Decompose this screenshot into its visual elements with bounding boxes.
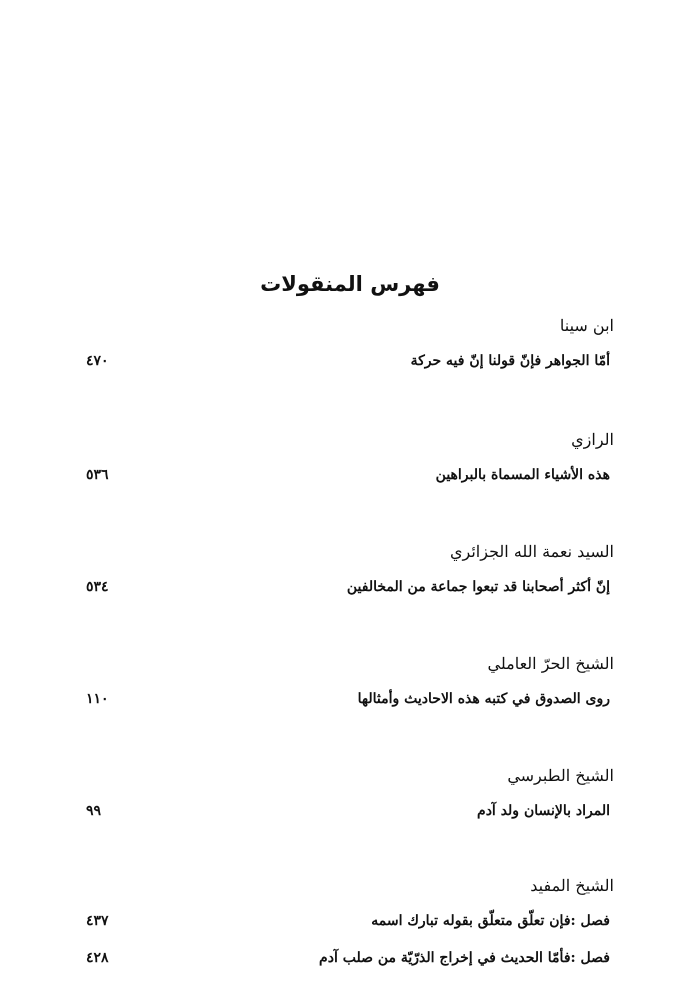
author-heading: الشيخ الطبرسي: [507, 766, 614, 785]
entry-quote: فصل :فأمّا الحديث في إخراج الذرّيّة من صلب آدم: [319, 950, 610, 966]
index-entry: [86, 691, 610, 715]
index-entry: [86, 467, 610, 491]
entry-quote: أمّا الجواهر فإنّ قولنا إنّ فيه حركة: [410, 353, 610, 369]
author-heading: الشيخ المفيد: [530, 876, 614, 895]
author-heading: ابن سينا: [559, 316, 614, 335]
entry-quote: المراد بالإنسان ولد آدم: [477, 803, 610, 819]
entry-quote: إنّ أكثر أصحابنا قد تبعوا جماعة من المخالفين: [346, 579, 610, 595]
author-heading: الرازي: [571, 430, 614, 449]
page-title: فهرس المنقولات: [260, 272, 440, 296]
entry-page-number: ١١٠: [86, 691, 109, 707]
index-entry: [86, 950, 610, 974]
entry-quote: فصل :فإن تعلّق متعلّق بقوله تبارك اسمه: [371, 913, 610, 929]
entry-page-number: ٥٣٤: [86, 579, 109, 595]
entry-page-number: ٤٧٠: [86, 353, 109, 369]
author-heading: السيد نعمة الله الجزائري: [450, 542, 614, 561]
entry-page-number: ٤٣٧: [86, 913, 109, 929]
entry-quote: روى الصدوق في كتبه هذه الاحاديث وأمثالها: [357, 691, 610, 707]
index-entry: [86, 579, 610, 603]
entry-page-number: ٤٢٨: [86, 950, 109, 966]
index-entry: [86, 803, 610, 827]
entry-page-number: ٥٣٦: [86, 467, 109, 483]
author-heading: الشيخ الحرّ العاملي: [487, 654, 614, 673]
entry-quote: هذه الأشياء المسماة بالبراهين: [435, 467, 610, 483]
entry-page-number: ٩٩: [86, 803, 102, 819]
index-entry: [86, 353, 610, 377]
index-entry: [86, 913, 610, 937]
